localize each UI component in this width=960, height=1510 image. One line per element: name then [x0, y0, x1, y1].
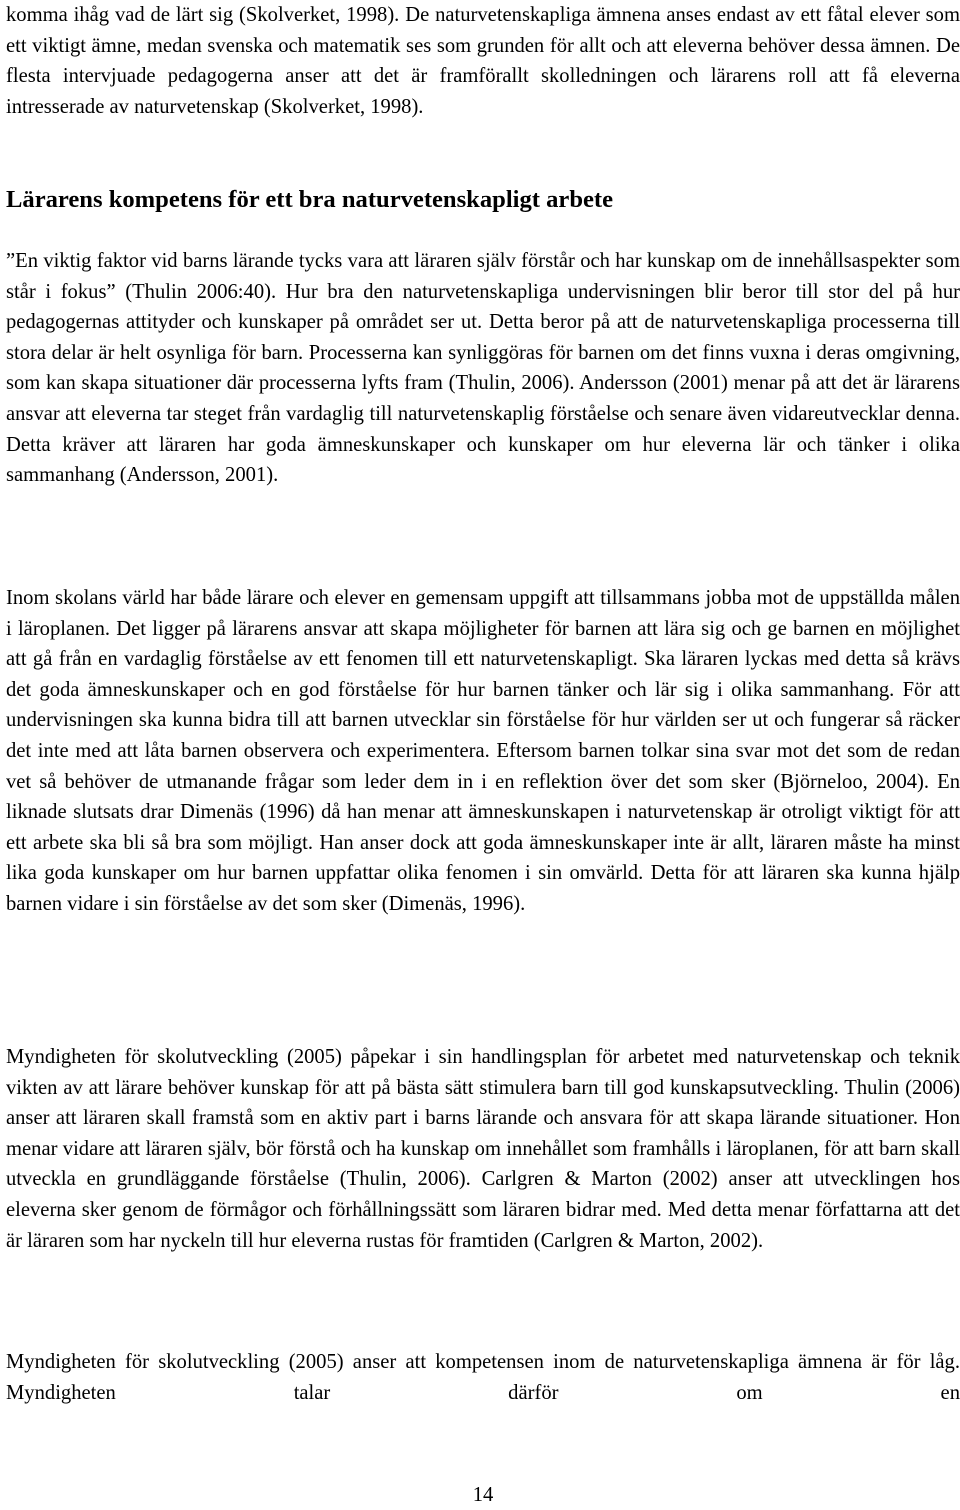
body-paragraph-3: Inom skolans värld har både lärare och elever en gemensam uppgift att tillsammans jobba mot de uppställda målen i läroplanen. Det ligger på lärarens ansvar att skapa möjligheter för barnen att lära sig och ge barnen en möjlighet att gå från en vardaglig förståelse av ett fenomen till ett naturvetenskapligt. Ska läraren lyckas med detta så krävs det goda ämneskunskaper och en god förståelse för hur barnen tänker och lär sig i olika sammanhang. För att undervisningen ska kunna bidra till att barnen utvecklar sin förståelse för hur världen ser ut och fungerar så räcker det inte med att låta barnen observera och experimentera. Eftersom barnen tolkar sina svar mot det som de redan vet så behöver de utmanande frågar som leder dem in i en reflektion över det som sker (Björneloo, 2004). En liknade slutsats drar Dimenäs (1996) då han menar att ämneskunskapen i naturvetenskap är otroligt viktigt för att ett arbete ska bli så bra som möjligt. Han anser dock att goda ämneskunskaper inte är allt, läraren måste ha minst lika goda kunskaper om hur barnen uppfattar olika fenomen i sin omvärld. Detta för att läraren ska kunna hjälp barnen vidare i sin förståelse av det som sker (Dimenäs, 1996). [6, 587, 960, 915]
document-page [6, 0, 960, 1508]
body-paragraph-5: Myndigheten för skolutveckling (2005) anser att kompetensen inom de naturvetenskapliga ämnena är för låg. Myndigheten talar därför om en [6, 1351, 960, 1404]
section-heading: Lärarens kompetens för ett bra naturvetenskapligt arbete [6, 186, 614, 213]
page-number: 14 [472, 1484, 494, 1506]
body-paragraph-2: ”En viktig faktor vid barns lärande tycks vara att läraren själv förstår och har kunskap om de innehållsaspekter som står i fokus” (Thulin 2006:40). Hur bra den naturvetenskapliga undervisningen blir beror till stor del på hur pedagogernas attityder och kunskaper på området ser ut. Detta beror på att de naturvetenskapliga processerna till stora delar är helt osynliga för barn. Processerna kan synliggöras för barnen om det finns vuxna i deras omgivning, som kan skapa situationer där processerna lyfts fram (Thulin, 2006). Andersson (2001) menar på att det är lärarens ansvar att eleverna tar steget från vardaglig till naturvetenskaplig förståelse och senare även vidareutvecklar denna. Detta kräver att läraren har goda ämneskunskaper och kunskaper om hur eleverna lär och tänker i olika sammanhang (Andersson, 2001). [6, 250, 960, 487]
body-paragraph-4: Myndigheten för skolutveckling (2005) påpekar i sin handlingsplan för arbetet med naturvetenskap och teknik vikten av att lärare behöver kunskap för att på bästa sätt stimulera barn till god kunskapsutveckling. Thulin (2006) anser att läraren skall framstå som en aktiv part i barns lärande och ansvara för att skapa lärande situationer. Hon menar vidare att läraren själv, bör förstå och ha kunskap om innehållet som framhålls i läroplanen, för att barn skall utveckla en grundläggande förståelse (Thulin, 2006). Carlgren & Marton (2002) anser att utvecklingen hos eleverna sker genom de förmågor och förhållningssätt som läraren bidrar med. Med detta menar författarna att det är läraren som har nyckeln till hur eleverna rustas för framtiden (Carlgren & Marton, 2002). [6, 1046, 960, 1252]
body-paragraph-1: komma ihåg vad de lärt sig (Skolverket, 1998). De naturvetenskapliga ämnena anses endast av ett fåtal elever som ett viktigt ämne, medan svenska och matematik ses som grunden för allt och att eleverna behöver dessa ämnen. De flesta intervjuade pedagogerna anser att det är framförallt skolledningen och lärarens roll att få eleverna intresserade av naturvetenskap (Skolverket, 1998). [6, 4, 960, 118]
